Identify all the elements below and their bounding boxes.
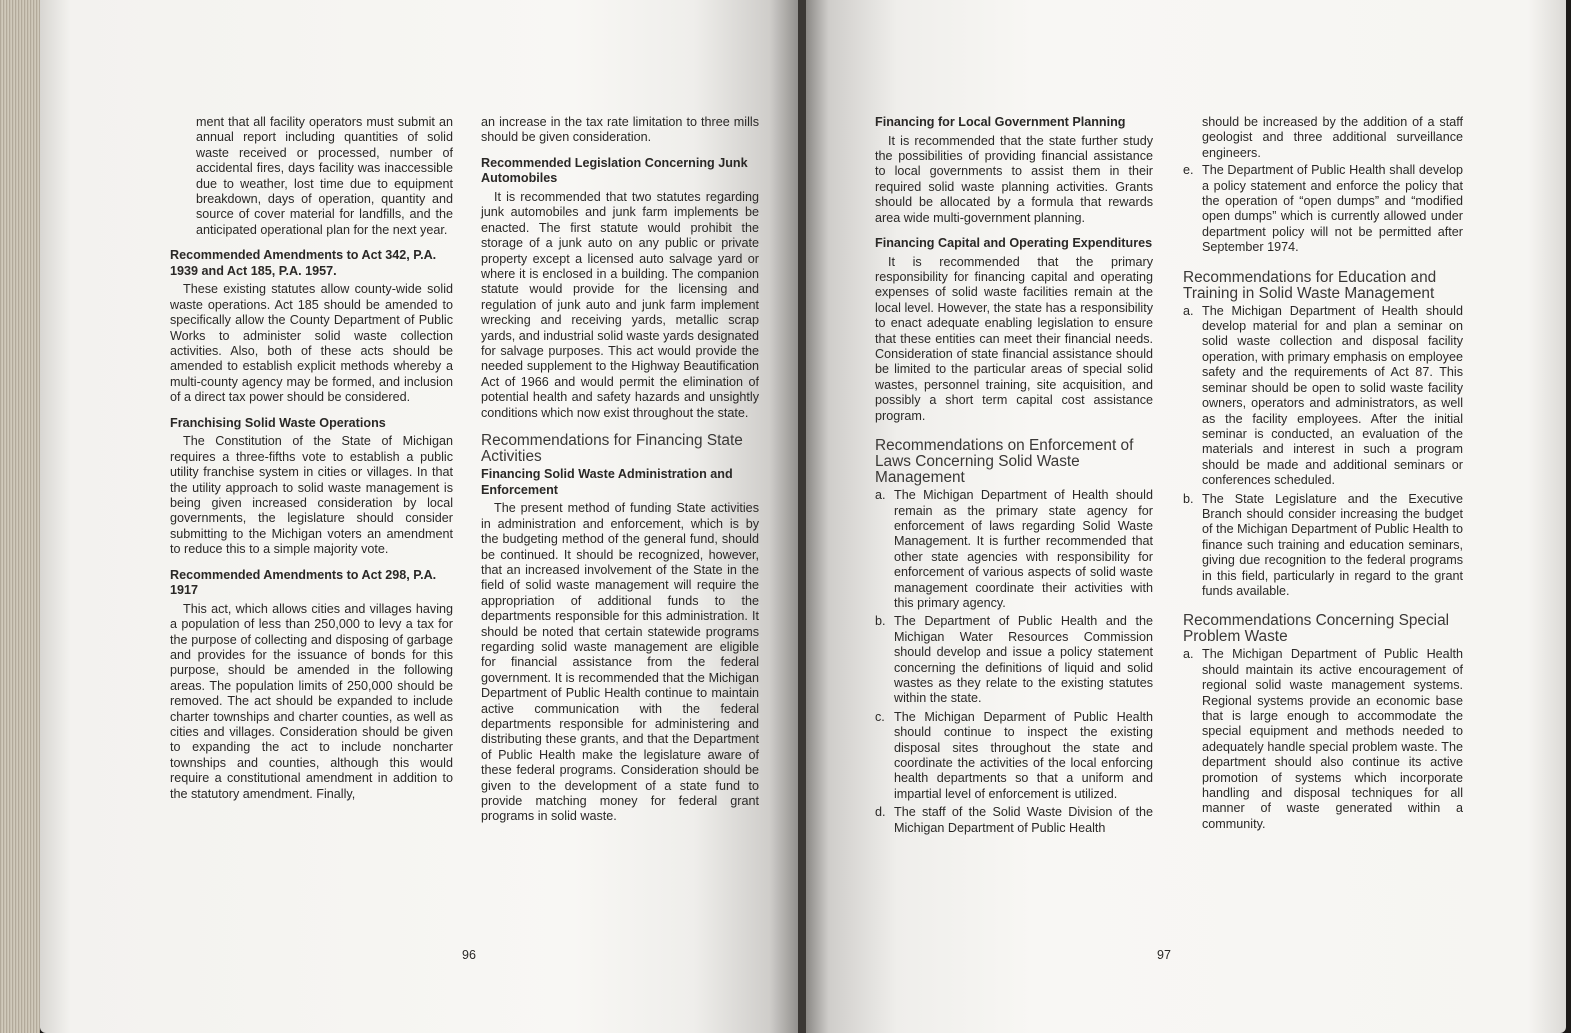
heading: Recommended Amendments to Act 298, P.A. 1917 bbox=[170, 567, 437, 598]
list-item: b. The State Legislature and the Executive Branch should consider increasing the budget of the Michigan Department of Public Health to finance such training and education seminars, giving due recognition to the federal programs in this field, particularly in regard to the grant funds available. bbox=[1183, 491, 1463, 598]
left-page-column-2 bbox=[481, 115, 759, 825]
section-heading: Recommendations Concerning Special Problem Waste bbox=[1183, 612, 1450, 646]
section-heading: Recommendations for Financing State Activities bbox=[481, 432, 743, 466]
heading: Financing Capital and Operating Expenditures bbox=[875, 236, 1153, 251]
paragraph: an increase in the tax rate limitation to three mills should be given consideration. bbox=[481, 115, 759, 145]
page-number: 96 bbox=[462, 948, 476, 962]
paragraph: The Constitution of the State of Michigan requires a three-fifths vote to establish a public utility franchise system in cities or villages. In that the utility approach to solid waste management is being given increased consideration by local governments, the legislature should consider submitting to the Michigan voters an amendment to reduce this to a simple majority vote. bbox=[170, 434, 453, 557]
paragraph: This act, which allows cities and villages having a population of less than 250,000 to levy a tax for the purpose of collecting and disposing of garbage and provides for the issuance of bonds for this purpose, should be amended in the following areas. The population limits of 250,000 should be removed. The act should be expanded to include charter townships and charter counties, as well as cities and villages. Consideration should be given to expanding the act to include noncharter townships and counties, although this would require a constitutional amendment in addition to the statutory amendment. Finally, bbox=[170, 601, 453, 801]
list-item: c. The Michigan Deparment of Public Health should continue to inspect the existing disposal sites throughout the state and coordinate the activities of the local enforcing health departments so that a uniform and impartial level of enforcement is utilized. bbox=[875, 709, 1153, 801]
paragraph: It is recommended that two statutes regarding junk automobiles and junk farm implements be enacted. The first statute would prohibit the storage of a junk auto on any public or private property except a licensed auto salvage yard or where it is enclosed in a building. The companion statute would provide for the licensing and regulation of junk auto and junk farm implement wrecking and receiving yards, metallic scrap yards, and industrial solid waste yards designated for salvage purposes. This act would provide the needed supplement to the Highway Beautification Act of 1966 and would permit the elimination of potential health and safety hazards and unsightly conditions which now exist throughout the state. bbox=[481, 190, 759, 420]
right-page-column-2 bbox=[1183, 115, 1463, 835]
list-item: a. The Michigan Department of Health should remain as the primary state agency for enforcement of laws regarding Solid Waste Management. It is further recommended that other state agencies with responsibility for enforcement of various aspects of solid waste management coordinate their activities with this primary agency. bbox=[875, 488, 1153, 610]
list-item: d. The staff of the Solid Waste Division of the Michigan Department of Public Health bbox=[875, 805, 1153, 835]
paragraph: ment that all facility operators must submit an annual report including quantities of solid waste received or processed, number of accidental fires, days facility was inaccessible due to weather, lost time due to equipment breakdown, days of operation, quantity and source of cover material for landfills, and the anticipated operational plan for the next year. bbox=[196, 115, 453, 237]
paragraph: It is recommended that the primary responsibility for financing capital and operating expenses of solid waste facilities remain at the local level. However, the state has a responsibility to enact adequate enabling legislation to ensure that these entities can meet their financial needs. Consideration of state financial assistance should be limited to the particular areas of special solid wastes, personnel training, site acquisition, and possibly a short term capital cost assistance program. bbox=[875, 254, 1153, 423]
heading: Recommended Legislation Concerning Junk Automobiles bbox=[481, 155, 748, 186]
paragraph: The present method of funding State activities in administration and enforcement, which is by the budgeting method of the general fund, should be continued. It should be recognized, however, that an increased involvement of the State in the field of solid waste management will require the appropriation of additional funds to the departments responsible for this administration. It should be noted that certain statewide programs regarding solid waste management are eligible for financial assistance from the federal government. It is recommended that the Michigan Department of Public Health continue to maintain active communication with the federal departments responsible for administering and distributing these grants, and that the Department of Public Health make the legislature aware of these federal programs. Consideration should be given to the development of a state fund to provide matching money for federal grant programs in solid waste. bbox=[481, 501, 759, 824]
heading: Financing Solid Waste Administration and Enforcement bbox=[481, 467, 733, 497]
right-page-column-1 bbox=[875, 115, 1153, 839]
paragraph: It is recommended that the state further study the possibilities of providing financial assistance to local governments to assist them in their required solid waste planning activities. Grants should be allocated by a formula that rewards area wide multi-government planning. bbox=[875, 133, 1153, 225]
list-item: a. The Michigan Department of Public Health should maintain its active encouragement of regional solid waste management systems. Regional systems provide an economic base that is large enough to accommodate the special equipment and methods needed to adequately handle special problem waste. The department should also continue its active promotion of systems which incorporate handling and disposal techniques for all manner of waste generated within a community. bbox=[1183, 647, 1463, 831]
book-page-edges bbox=[0, 0, 40, 1033]
left-page-column-1 bbox=[170, 115, 453, 802]
list-item: e. The Department of Public Health shall develop a policy statement and enforce the policy that the operation of “open dumps” and “modified open dumps” which is currently allowed under department policy will not be permitted after September 1974. bbox=[1183, 163, 1463, 255]
list-item: b. The Department of Public Health and the Michigan Water Resources Commission should develop and issue a policy statement concerning the definitions of liquid and solid wastes as they relate to the existing statutes within the state. bbox=[875, 614, 1153, 706]
heading: Franchising Solid Waste Operations bbox=[170, 415, 386, 430]
section-heading: Recommendations on Enforcement of Laws Concerning Solid Waste Management bbox=[875, 437, 1134, 487]
paragraph: should be increased by the addition of a staff geologist and three additional surveillance engineers. bbox=[1202, 115, 1463, 160]
page-number: 97 bbox=[1157, 948, 1171, 962]
paragraph: These existing statutes allow county-wide solid waste operations. Act 185 should be amended to specifically allow the County Department of Public Works to administer solid waste collection activities. Also, both of these acts should be amended to establish explicit methods whereby a multi-county agency may be formed, and inclusion of a direct tax power should be considered. bbox=[170, 282, 453, 405]
heading: Recommended Amendments to Act 342, P.A. 1939 and Act 185, P.A. 1957. bbox=[170, 248, 437, 278]
section-heading: Recommendations for Education and Training in Solid Waste Management bbox=[1183, 268, 1437, 302]
heading: Financing for Local Government Planning bbox=[875, 115, 1126, 129]
list-item: a. The Michigan Department of Health should develop material for and plan a seminar on solid waste collection and disposal facility operation, with primary emphasis on employee safety and the requirements of Act 87. This seminar should be open to solid waste facility owners, operators and administrators, as well as the facility employees. After the initial seminar is conducted, an evaluation of the materials and interest in such a program should be made and additional seminars or conferences scheduled. bbox=[1183, 303, 1463, 488]
